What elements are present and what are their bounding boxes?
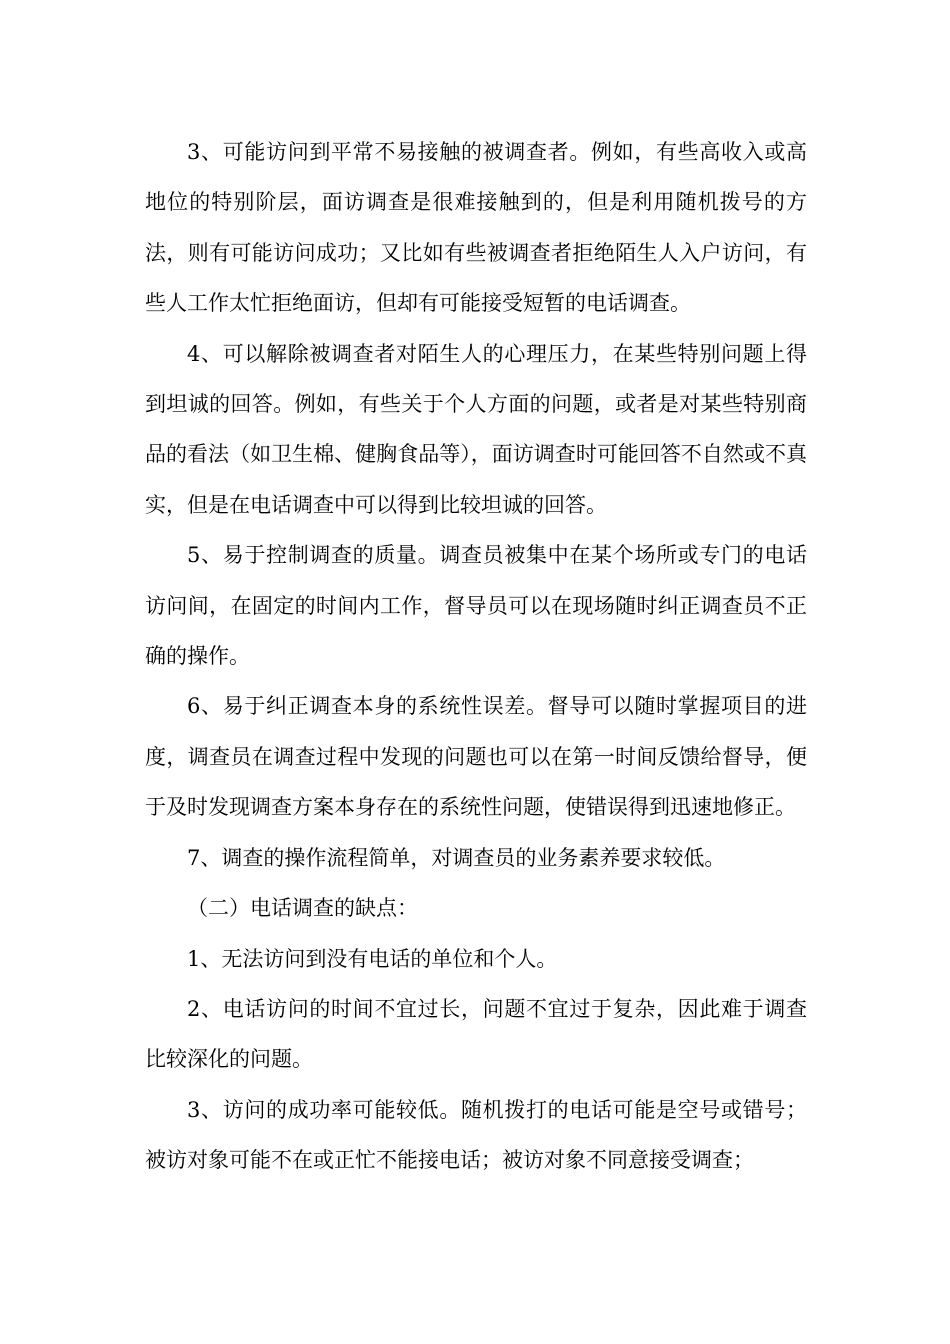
paragraph-advantage-7: 7、调查的操作流程简单，对调查员的业务素养要求较低。	[187, 845, 726, 870]
paragraph-advantage-3: 3、可能访问到平常不易接触的被调查者。例如，有些高收入或高地位的特别阶层，面访调查是很难接触到的，但是利用随机拨号的方法，则有可能访问成功；又比如有些被调查者拒绝陌生人入户访问，有些人工作太忙拒绝面访，但却有可能接受短暂的电话调查。	[145, 140, 807, 316]
paragraph-advantage-4: 4、可以解除被调查者对陌生人的心理压力，在某些特别问题上得到坦诚的回答。例如，有些关于个人方面的问题，或者是对某些特别商品的看法（如卫生棉、健胸食品等），面访调查时可能回答不自然或不真实，但是在电话调查中可以得到比较坦诚的回答。	[145, 341, 807, 517]
paragraph-disadvantage-3: 3、访问的成功率可能较低。随机拨打的电话可能是空号或错号；被访对象可能不在或正忙不能接电话；被访对象不同意接受调查；	[145, 1097, 807, 1173]
section-heading-disadvantages: （二）电话调查的缺点：	[187, 896, 418, 921]
document-page	[145, 127, 807, 1186]
paragraph-disadvantage-1: 1、无法访问到没有电话的单位和个人。	[187, 946, 558, 971]
paragraph-advantage-6: 6、易于纠正调查本身的系统性误差。督导可以随时掌握项目的进度，调查员在调查过程中发现的问题也可以在第一时间反馈给督导，便于及时发现调查方案本身存在的系统性问题，使错误得到迅速地修正。	[145, 694, 807, 820]
paragraph-advantage-5: 5、易于控制调查的质量。调查员被集中在某个场所或专门的电话访问间，在固定的时间内工作，督导员可以在现场随时纠正调查员不正确的操作。	[145, 543, 807, 669]
paragraph-disadvantage-2: 2、电话访问的时间不宜过长，问题不宜过于复杂，因此难于调查比较深化的问题。	[145, 996, 807, 1072]
